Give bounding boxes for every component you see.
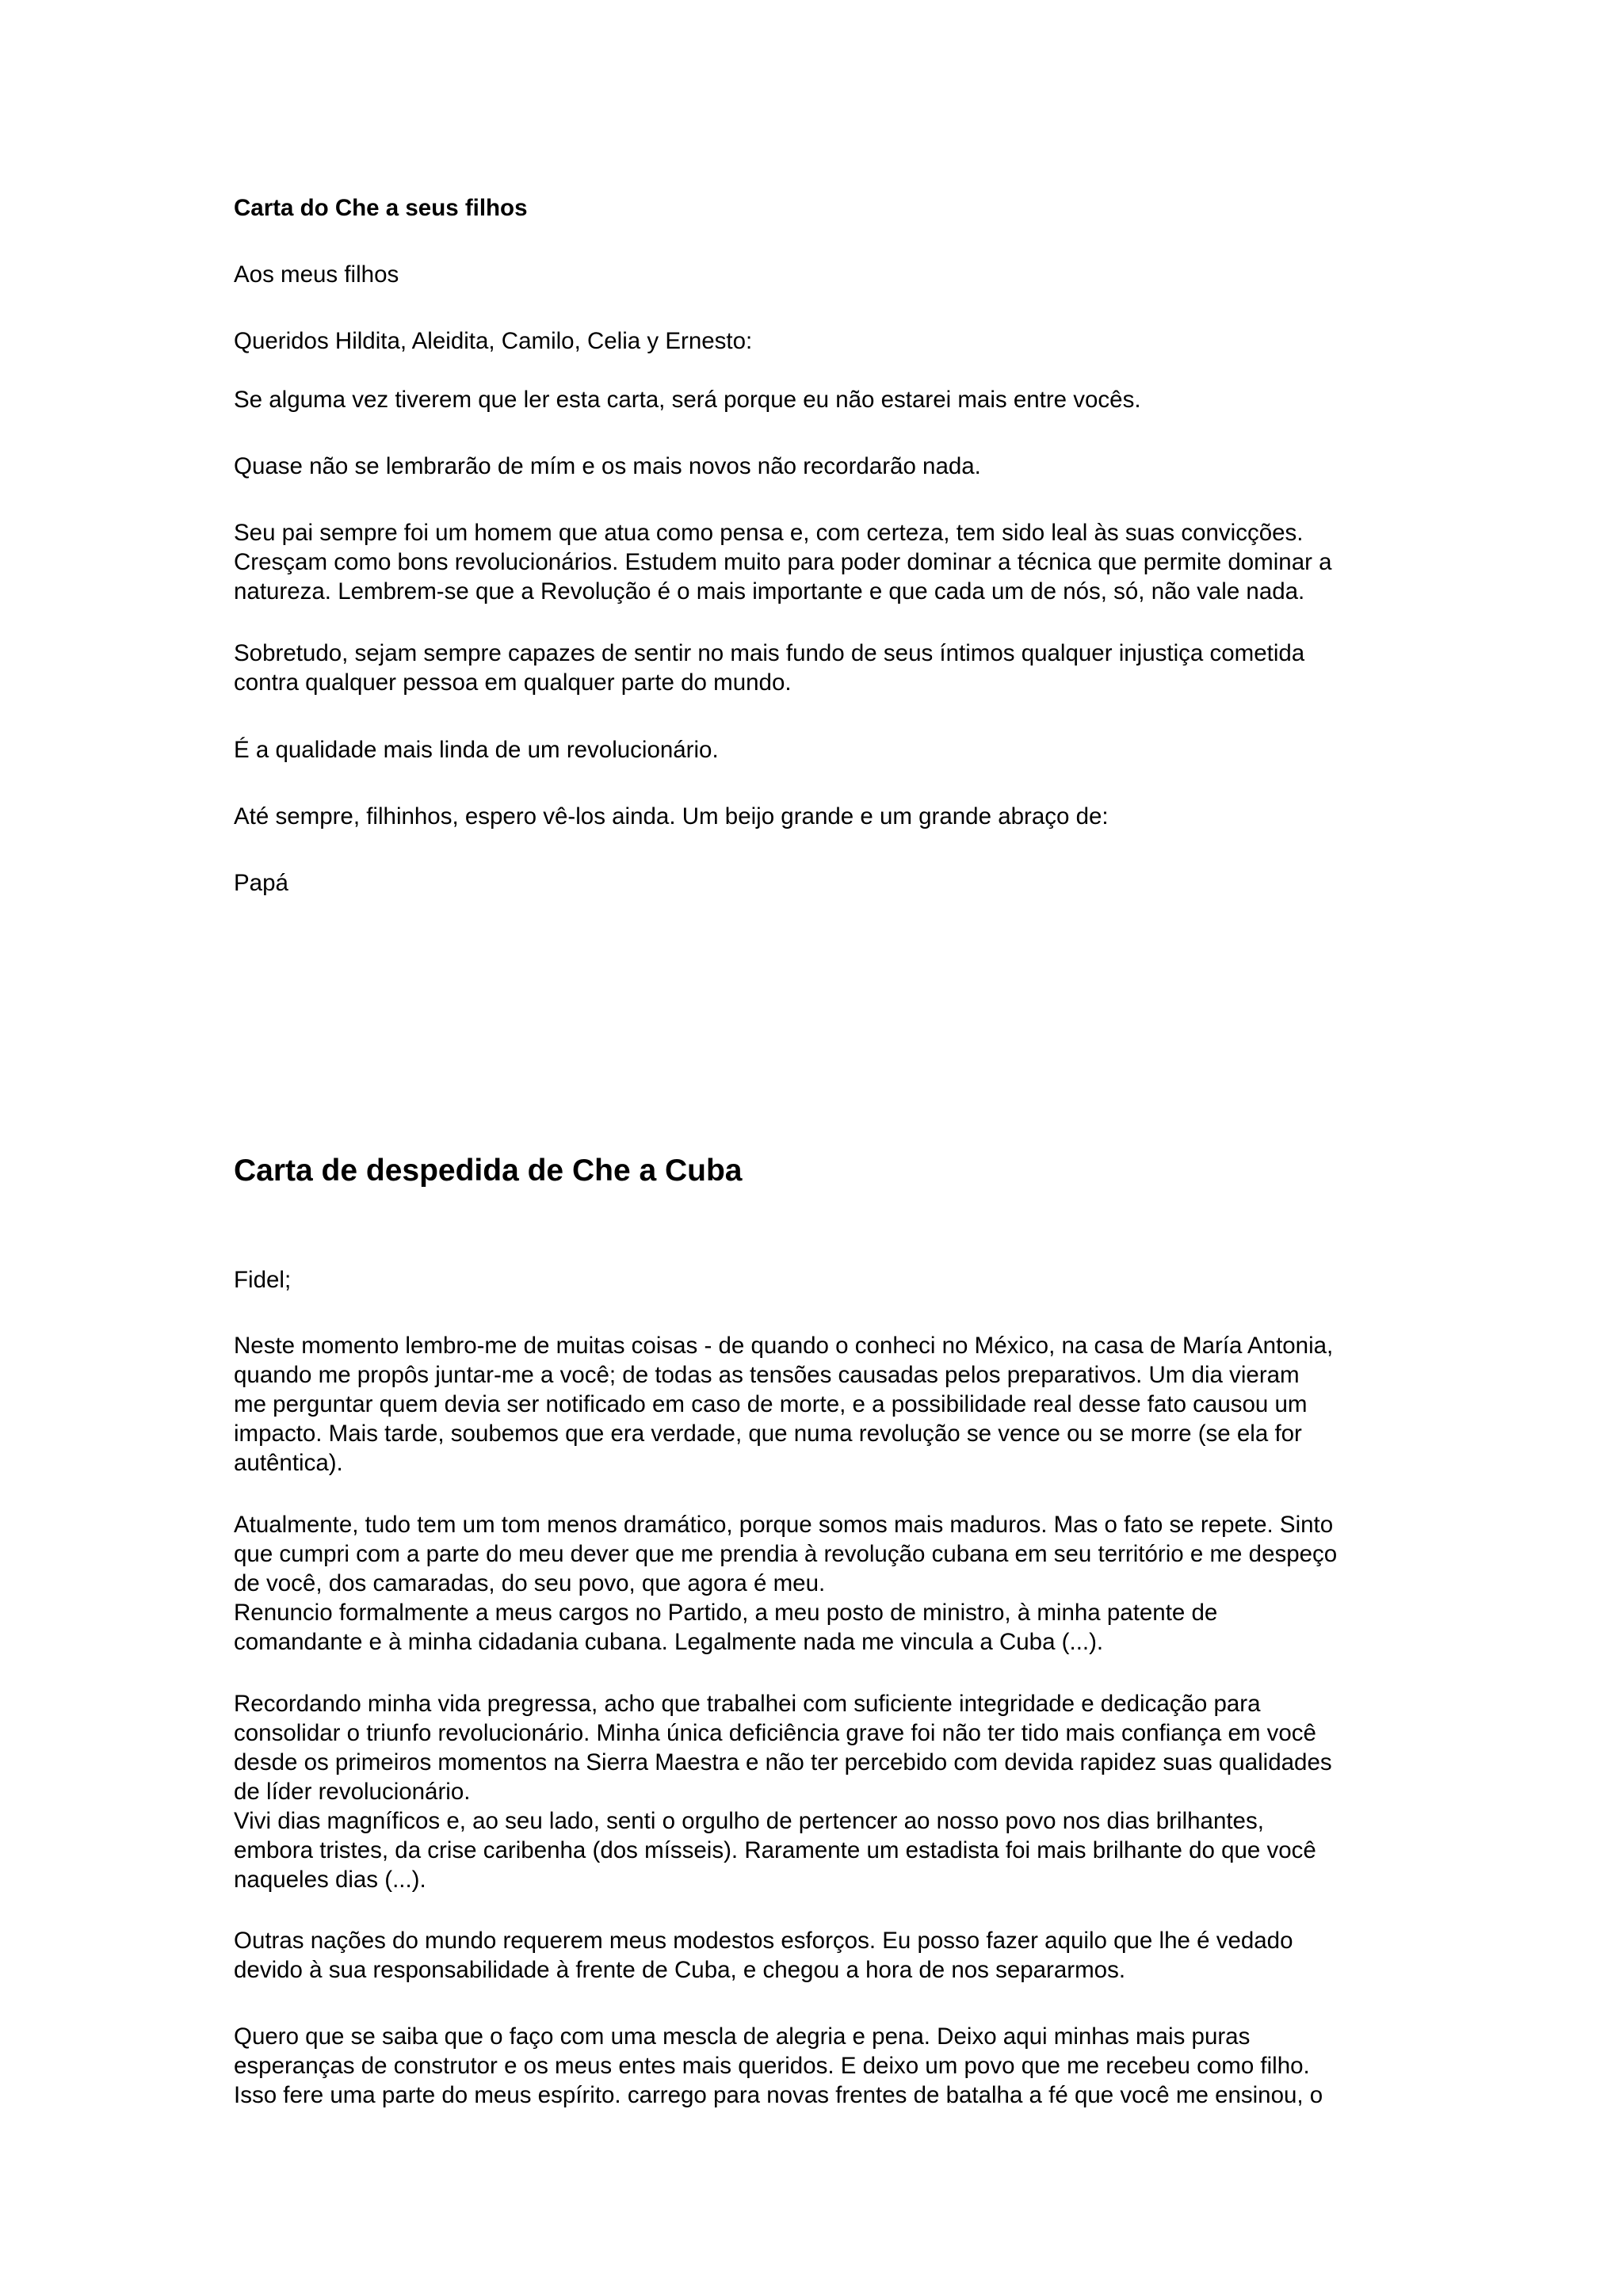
text-line: Atualmente, tudo tem um tom menos dramático, porque somos mais maduros. Mas o fato se repete. Sinto xyxy=(234,1512,1334,1538)
text-line: quando me propôs juntar-me a você; de todas as tensões causadas pelos preparativos. Um dia vieram xyxy=(234,1362,1300,1388)
letter2-paragraph xyxy=(234,1926,1423,1985)
letter1-signature: Papá xyxy=(234,870,288,896)
text-line: devido à sua responsabilidade à frente de Cuba, e chegou a hora de nos separarmos. xyxy=(234,1957,1126,1983)
text-line: Recordando minha vida pregressa, acho que trabalhei com suficiente integridade e dedicação para xyxy=(234,1691,1261,1717)
letter1-paragraph xyxy=(234,452,1423,481)
letter1-paragraph xyxy=(234,735,1423,765)
text-line: Vivi dias magníficos e, ao seu lado, senti o orgulho de pertencer ao nosso povo nos dias brilhantes, xyxy=(234,1808,1264,1834)
text-line: Sobretudo, sejam sempre capazes de sentir no mais fundo de seus íntimos qualquer injustiça cometida xyxy=(234,640,1305,666)
text-line: impacto. Mais tarde, soubemos que era verdade, que numa revolução se vence ou se morre (se ela for xyxy=(234,1421,1302,1447)
letter1-title: Carta do Che a seus filhos xyxy=(234,195,528,221)
text-line: desde os primeiros momentos na Sierra Maestra e não ter percebido com devida rapidez suas qualidades xyxy=(234,1749,1332,1775)
text-line: Renuncio formalmente a meus cargos no Partido, a meu posto de ministro, à minha patente de xyxy=(234,1600,1218,1626)
text-line: natureza. Lembrem-se que a Revolução é o mais importante e que cada um de nós, só, não vale nada. xyxy=(234,578,1305,605)
letter1-paragraph xyxy=(234,385,1423,414)
letter1-salutation: Queridos Hildita, Aleidita, Camilo, Celia y Ernesto: xyxy=(234,328,753,354)
text-line: comandante e à minha cidadania cubana. Legalmente nada me vincula a Cuba (...). xyxy=(234,1629,1104,1655)
letter1-paragraph xyxy=(234,639,1423,697)
letter1-paragraph xyxy=(234,802,1423,831)
text-line: consolidar o triunfo revolucionário. Minha única deficiência grave foi não ter tido mais confiança em você xyxy=(234,1720,1316,1746)
letter2-paragraph xyxy=(234,1510,1423,1657)
letter2-salutation: Fidel; xyxy=(234,1267,292,1293)
letter2-paragraph xyxy=(234,1689,1423,1894)
letter2-paragraph xyxy=(234,2022,1423,2110)
text-line: autêntica). xyxy=(234,1450,343,1476)
text-line: embora tristes, da crise caribenha (dos mísseis). Raramente um estadista foi mais brilhante do que você xyxy=(234,1837,1316,1863)
text-line: Até sempre, filhinhos, espero vê-los ainda. Um beijo grande e um grande abraço de: xyxy=(234,803,1109,830)
text-line: Quase não se lembrarão de mím e os mais novos não recordarão nada. xyxy=(234,453,981,479)
letter1-dedication: Aos meus filhos xyxy=(234,261,399,288)
text-line: Se alguma vez tiverem que ler esta carta, será porque eu não estarei mais entre vocês. xyxy=(234,387,1141,413)
text-line: de líder revolucionário. xyxy=(234,1779,471,1805)
text-line: contra qualquer pessoa em qualquer parte do mundo. xyxy=(234,669,792,696)
letter1-paragraph xyxy=(234,518,1423,606)
text-line: Quero que se saiba que o faço com uma mescla de alegria e pena. Deixo aqui minhas mais puras xyxy=(234,2023,1251,2050)
text-line: esperanças de construtor e os meus entes mais queridos. E deixo um povo que me recebeu como filho. xyxy=(234,2053,1310,2079)
text-line: Seu pai sempre foi um homem que atua como pensa e, com certeza, tem sido leal às suas convicções. xyxy=(234,520,1304,546)
text-line: Isso fere uma parte do meus espírito. carrego para novas frentes de batalha a fé que você me ensinou, o xyxy=(234,2082,1323,2108)
text-line: Neste momento lembro-me de muitas coisas - de quando o conheci no México, na casa de María Antonia, xyxy=(234,1333,1334,1359)
text-line: Outras nações do mundo requerem meus modestos esforços. Eu posso fazer aquilo que lhe é vedado xyxy=(234,1928,1293,1954)
text-line: naqueles dias (...). xyxy=(234,1867,426,1893)
text-line: que cumpri com a parte do meu dever que me prendia à revolução cubana em seu território e me despeço xyxy=(234,1541,1338,1567)
text-line: Cresçam como bons revolucionários. Estudem muito para poder dominar a técnica que permite dominar a xyxy=(234,549,1332,575)
text-line: me perguntar quem devia ser notificado em caso de morte, e a possibilidade real desse fato causou um xyxy=(234,1391,1308,1417)
text-line: de você, dos camaradas, do seu povo, que agora é meu. xyxy=(234,1570,826,1596)
letter2-title: Carta de despedida de Che a Cuba xyxy=(234,1154,743,1188)
text-line: É a qualidade mais linda de um revolucionário. xyxy=(234,737,719,763)
letter2-paragraph xyxy=(234,1331,1423,1478)
